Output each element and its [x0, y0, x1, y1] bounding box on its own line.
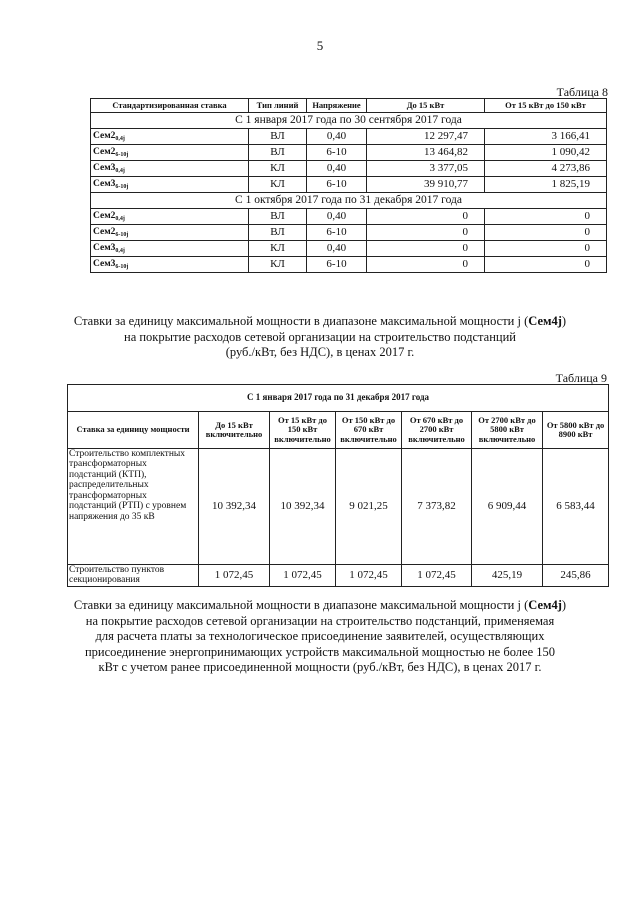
voltage-cell: 6-10: [307, 225, 367, 241]
p2-line1-end: ): [561, 598, 567, 612]
table9-header-670-2700: От 670 кВт до 2700 кВт включительно: [402, 412, 472, 449]
p2-cem: Сем4j: [528, 598, 562, 612]
value-to15-cell: 0: [367, 209, 485, 225]
p2-line1: Ставки за единицу максимальной мощности в диапазоне максимальной мощности j (: [73, 598, 529, 612]
table9-label: Таблица 9: [555, 371, 607, 385]
value-to15-cell: 0: [367, 241, 485, 257]
rate-code: [91, 129, 249, 145]
value-15-150-cell: 0: [485, 225, 607, 241]
value-to15-cell: 39 910,77: [367, 177, 485, 193]
rate-code-sub: 6-10j: [115, 231, 129, 238]
value-15-150-cell: 0: [485, 241, 607, 257]
value-to15-cell: 12 297,47: [367, 129, 485, 145]
table8-header-voltage: Напряжение: [307, 99, 367, 113]
table-9: [67, 384, 609, 587]
p1-line3: (руб./кВт, без НДС), в ценах 2017 г.: [225, 345, 415, 359]
value-15-150-cell: 4 273,86: [485, 161, 607, 177]
table-row: [91, 129, 607, 145]
rate-name-cell: Строительство пунктов секционирования: [68, 565, 199, 587]
value-to15-cell: 0: [367, 225, 485, 241]
value-15-150-cell: 0: [485, 257, 607, 273]
value-to15-cell: 3 377,05: [367, 161, 485, 177]
table-row: [91, 225, 607, 241]
rate-code: [91, 225, 249, 241]
paragraph-1: [0, 314, 640, 361]
p1-line1: Ставки за единицу максимальной мощности в диапазоне максимальной мощности j (: [73, 314, 529, 328]
value-15-150-cell: 3 166,41: [485, 129, 607, 145]
value-to15-cell: 0: [367, 257, 485, 273]
rate-code-main: Сем3: [93, 258, 116, 269]
value-15-150-cell: 1 090,42: [485, 145, 607, 161]
line-type-cell: КЛ: [249, 177, 307, 193]
p1-line2: на покрытие расходов сетевой организации на строительство подстанций: [124, 329, 516, 344]
table-row: [91, 209, 607, 225]
table-row: [91, 241, 607, 257]
paragraph-2: [0, 598, 640, 676]
value-cell: 245,86: [543, 565, 609, 587]
table9-header-15-150: От 15 кВт до 150 кВт включительно: [270, 412, 336, 449]
line-type-cell: ВЛ: [249, 225, 307, 241]
table8-header-to15: До 15 кВт: [367, 99, 485, 113]
table8-period-1: С 1 января 2017 года по 30 сентября 2017 года: [91, 113, 607, 129]
rate-code-main: Сем2: [93, 146, 116, 157]
rate-code-sub: 0,4j: [115, 167, 125, 174]
rate-code-main: Сем2: [93, 130, 116, 141]
value-cell: 7 373,82: [402, 449, 472, 565]
table9-period: С 1 января 2017 года по 31 декабря 2017 года: [68, 385, 609, 412]
p2-line4: присоединение энергопринимающих устройств максимальной мощностью не более 150: [84, 644, 556, 659]
voltage-cell: 0,40: [307, 161, 367, 177]
rate-code-main: Сем2: [93, 210, 116, 221]
voltage-cell: 0,40: [307, 129, 367, 145]
line-type-cell: КЛ: [249, 241, 307, 257]
rate-code-main: Сем2: [93, 226, 116, 237]
rate-code-sub: 6-10j: [115, 263, 129, 270]
rate-code: [91, 257, 249, 273]
rate-code-sub: 6-10j: [115, 151, 129, 158]
value-cell: 9 021,25: [336, 449, 402, 565]
voltage-cell: 0,40: [307, 241, 367, 257]
value-cell: 1 072,45: [199, 565, 270, 587]
table9-header-150-670: От 150 кВт до 670 кВт включительно: [336, 412, 402, 449]
table-row: [68, 565, 609, 587]
value-cell: 6 583,44: [543, 449, 609, 565]
rate-code: [91, 145, 249, 161]
value-cell: 1 072,45: [402, 565, 472, 587]
line-type-cell: КЛ: [249, 257, 307, 273]
table8-period-2: С 1 октября 2017 года по 31 декабря 2017 года: [91, 193, 607, 209]
rate-code: [91, 177, 249, 193]
table-row: [91, 145, 607, 161]
rate-code-sub: 0,4j: [115, 135, 125, 142]
table9-header-row: [68, 412, 609, 449]
table-8: [90, 98, 607, 273]
table9-header-5800-8900: От 5800 кВт до 8900 кВт: [543, 412, 609, 449]
value-cell: 1 072,45: [270, 565, 336, 587]
p2-line5: кВт с учетом ранее присоединенной мощности (руб./кВт, без НДС), в ценах 2017 г.: [98, 660, 542, 674]
table-row: [68, 449, 609, 565]
page-number: 5: [316, 38, 324, 53]
voltage-cell: 6-10: [307, 257, 367, 273]
table8-header-15-150: От 15 кВт до 150 кВт: [485, 99, 607, 113]
voltage-cell: 6-10: [307, 177, 367, 193]
rate-code: [91, 241, 249, 257]
value-to15-cell: 13 464,82: [367, 145, 485, 161]
table9-header-rate: Ставка за единицу мощности: [68, 412, 199, 449]
table9-header-to15: До 15 кВт включительно: [199, 412, 270, 449]
line-type-cell: КЛ: [249, 161, 307, 177]
value-15-150-cell: 1 825,19: [485, 177, 607, 193]
p2-line3: для расчета платы за технологическое присоединение заявителей, осуществляющих: [95, 629, 545, 643]
rate-code-sub: 0,4j: [115, 215, 125, 222]
rate-code-main: Сем3: [93, 242, 116, 253]
rate-code-sub: 0,4j: [115, 247, 125, 254]
rate-code: [91, 161, 249, 177]
value-cell: 6 909,44: [472, 449, 543, 565]
voltage-cell: 0,40: [307, 209, 367, 225]
value-cell: 10 392,34: [270, 449, 336, 565]
rate-code: [91, 209, 249, 225]
table8-label: Таблица 8: [556, 85, 608, 99]
rate-name-cell: Строительство комплектных трансформаторных подстанций (КТП), распределительных трансформаторных подстанций (РТП) с уровнем напряжения до 35 кВ: [68, 449, 199, 565]
table8-header-rate: Стандартизированная ставка: [91, 99, 249, 113]
line-type-cell: ВЛ: [249, 129, 307, 145]
table8-header-row: [91, 99, 607, 113]
rate-code-main: Сем3: [93, 178, 116, 189]
voltage-cell: 6-10: [307, 145, 367, 161]
p1-cem: Сем4j: [528, 314, 562, 328]
value-cell: 1 072,45: [336, 565, 402, 587]
table-row: [91, 161, 607, 177]
line-type-cell: ВЛ: [249, 209, 307, 225]
table-row: [91, 177, 607, 193]
table9-header-2700-5800: От 2700 кВт до 5800 кВт включительно: [472, 412, 543, 449]
p1-line1-end: ): [561, 314, 567, 328]
line-type-cell: ВЛ: [249, 145, 307, 161]
value-cell: 10 392,34: [199, 449, 270, 565]
value-cell: 425,19: [472, 565, 543, 587]
rate-code-sub: 6-10j: [115, 183, 129, 190]
p2-line2: на покрытие расходов сетевой организации на строительство подстанций, применяемая: [85, 613, 555, 628]
value-15-150-cell: 0: [485, 209, 607, 225]
table8-header-line-type: Тип линий: [249, 99, 307, 113]
rate-code-main: Сем3: [93, 162, 116, 173]
table-row: [91, 257, 607, 273]
